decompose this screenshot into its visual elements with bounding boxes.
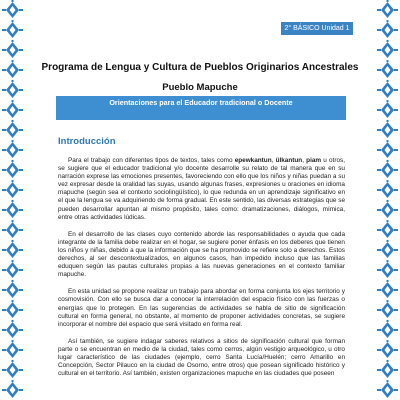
separator: ,	[271, 157, 276, 164]
separator: ,	[302, 157, 307, 164]
document-subtitle: Pueblo Mapuche	[162, 82, 238, 93]
decorative-border-right	[375, 0, 400, 400]
paragraph-2: En el desarrollo de las clases cuyo contenido aborde las responsabilidades o ayuda que cada integrante de la familia debe realizar en el hogar, se sugiere poner énfasis en los deberes que tienen los niños y niñas, debido a que la información que se ha promovido se refiere solo a derechos. Estos derechos, al ser descontextualizados, en algunos casos, han impedido incluso que las familias eduquen según las pautas culturales propias a las nuevas generaciones en el contexto familiar mapuche.	[58, 230, 345, 279]
mapuche-pattern-left	[0, 0, 25, 400]
paragraph-1	[58, 157, 345, 222]
orientation-banner: Orientaciones para el Educador tradicional o Docente	[56, 96, 346, 120]
term-piam: piam	[306, 157, 322, 164]
paragraph-1-intro: Para el trabajo con diferentes tipos de textos, tales como	[68, 157, 235, 164]
paragraph-1-rest: u otros, se sugiere que el educador tradicional y/o docente desarrolle su relato de tal manera que en su narración exprese las emociones presentes, favoreciendo con ello que los niños y niñas puedan a su vez expresar desde la oralidad las suyas, usando algunas frases, expresiones u oraciones en idioma mapuche (según sea el contexto sociolingüístico), lo que redunda en un aprendizaje significativo en el que la lengua se va adquiriendo de forma gradual. En este sentido, las diversas estrategias que se pueden desarrollar apuntan al mismo propósito, tales como: dramatizaciones, diálogos, mímica, entre otras actividades lúdicas.	[58, 157, 345, 221]
paragraph-3: En esta unidad se propone realizar un trabajo para abordar en forma conjunta los ejes territorio y cosmovisión. Con ello se busca dar a conocer la interrelación del espacio físico con las fuerzas o energías que lo protegen. En las sugerencias de actividades se habla de sitio de significación cultural en forma general, no obstante, al momento de proponer actividades concretas, se sugiere incorporar el nombre del espacio que será visitado en forma real.	[58, 288, 345, 328]
grade-unit-badge: 2° BÁSICO Unidad 1	[281, 22, 353, 35]
term-ulkantun: ülkantun	[275, 157, 303, 164]
document-title: Programa de Lengua y Cultura de Pueblos Originarios Ancestrales	[41, 62, 359, 73]
paragraph-4: Así también, se sugiere indagar saberes relativos a sitios de significación cultural que forman parte o se encuentran en medio de la ciudad, tales como cerros, algún vestigio arqueológico, u otro lugar característico de las ciudades (ejemplo, cerro Santa Lucía/Huelén; cerro Amarillo en Concepción, Sector Pilauco en la ciudad de Osorno, entre otros) que posean significado histórico y cultural en el territorio. Así también, existen organizaciones mapuche en las ciudades que poseen	[58, 337, 345, 378]
section-heading: Introducción	[58, 136, 116, 147]
term-epewkantun: epewkantun	[234, 157, 272, 164]
mapuche-pattern-right	[375, 0, 400, 400]
body-text	[58, 157, 345, 387]
decorative-border-left	[0, 0, 25, 400]
